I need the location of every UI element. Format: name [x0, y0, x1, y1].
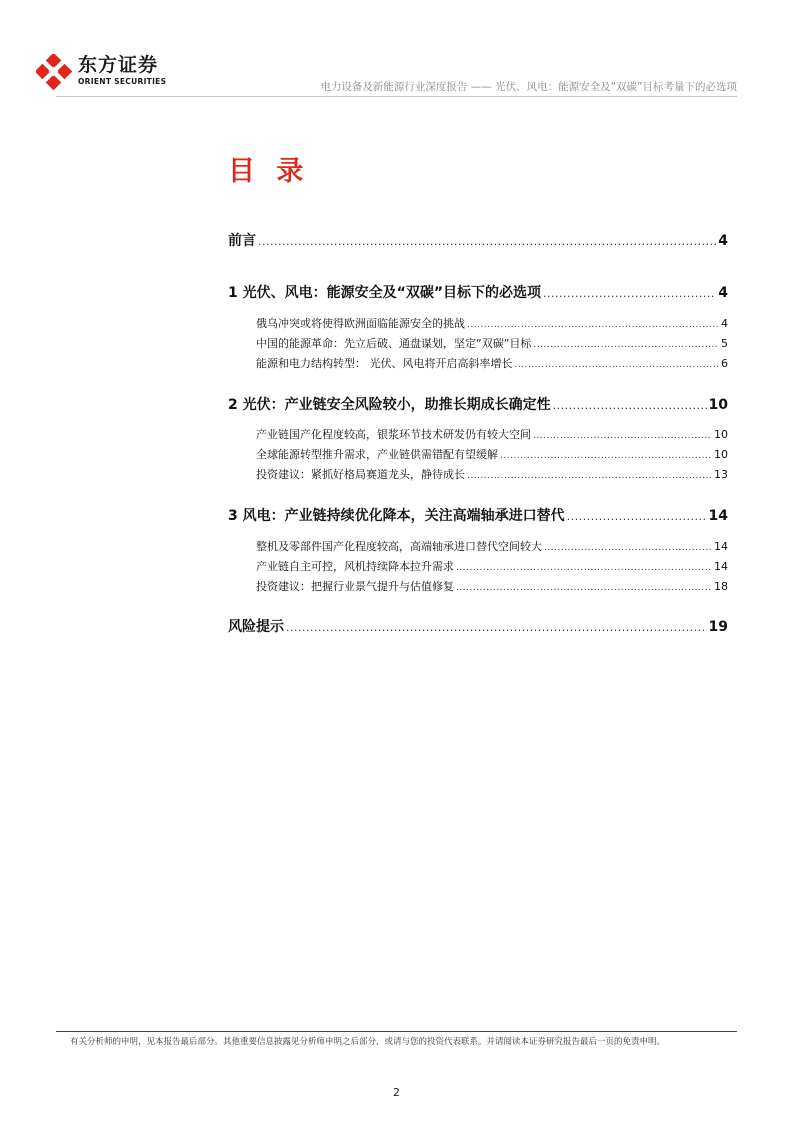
toc-leader-dots: [456, 579, 712, 597]
toc-entry-label: 3 风电：产业链持续优化降本，关注高端轴承进口替代: [228, 508, 565, 524]
toc-entry-label: 投资建议：把握行业景气提升与估值修复: [256, 580, 454, 593]
toc-entry-page: 4: [718, 285, 728, 301]
toc-leader-dots: [533, 427, 712, 445]
footer-divider: [56, 1031, 737, 1032]
toc-entry-label: 产业链自主可控，风机持续降本拉升需求: [256, 560, 454, 573]
toc-entry-label: 中国的能源革命：先立后破、通盘谋划，坚定“双碳”目标: [256, 337, 532, 350]
toc-entry-label: 产业链国产化程度较高，银浆环节技术研发仍有较大空间: [256, 428, 531, 441]
toc-entry-page: 14: [708, 508, 728, 524]
toc-entry-label: 1 光伏、风电：能源安全及“双碳”目标下的必选项: [228, 285, 542, 301]
toc-leader-dots: [258, 231, 716, 253]
toc-leader-dots: [515, 356, 720, 374]
header-divider: [56, 96, 737, 97]
toc-leader-dots: [544, 539, 712, 557]
toc-entry-risk-warning[interactable]: [228, 616, 728, 638]
toc-entry-page: 19: [708, 619, 728, 635]
toc-entry-label: 风险提示: [228, 619, 284, 635]
toc-entry-page: 14: [714, 540, 728, 553]
toc-entry-page: 10: [708, 397, 728, 413]
toc-entry-label: 能源和电力结构转型： 光伏、风电将开启高斜率增长: [256, 357, 513, 370]
report-title: 电力设备及新能源行业深度报告 —— 光伏、风电：能源安全及“双碳”目标考量下的必选项: [320, 81, 737, 93]
toc-leader-dots: [543, 283, 716, 305]
toc-leader-dots: [500, 447, 712, 465]
toc-entry-section-1-1[interactable]: [256, 315, 728, 333]
toc-entry-label: 投资建议：紧抓好格局赛道龙头，静待成长: [256, 468, 465, 481]
toc-entry-page: 18: [714, 580, 728, 593]
toc-leader-dots: [286, 617, 707, 639]
toc-entry-page: 14: [714, 560, 728, 573]
toc-entry-section-2-3[interactable]: [256, 466, 728, 484]
page-number: 2: [393, 1086, 400, 1099]
brand-name-cn: 东方证券: [78, 54, 159, 76]
toc-entry-page: 5: [721, 337, 728, 350]
toc-leader-dots: [553, 395, 707, 417]
toc-leader-dots: [467, 316, 719, 334]
toc-entry-page: 6: [721, 357, 728, 370]
toc-entry-label: 整机及零部件国产化程度较高，高端轴承进口替代空间较大: [256, 540, 542, 553]
toc-entry-page: 10: [714, 448, 728, 461]
toc-entry-label: 俄乌冲突或将使得欧洲面临能源安全的挑战: [256, 317, 465, 330]
toc-entry-section-3-1[interactable]: [256, 538, 728, 556]
toc-entry-page: 13: [714, 468, 728, 481]
toc-leader-dots: [533, 336, 719, 354]
orient-securities-logo-icon: [36, 54, 72, 90]
toc-entry-section-1-3[interactable]: [256, 355, 728, 373]
toc-entry-page: 10: [714, 428, 728, 441]
toc-entry-page: 4: [721, 317, 728, 330]
brand-name-en: ORIENT SECURITIES: [78, 77, 167, 86]
toc-entry-section-1[interactable]: [228, 282, 728, 304]
toc-entry-label: 前言: [228, 233, 256, 249]
toc-entry-section-2-1[interactable]: [256, 426, 728, 444]
toc-leader-dots: [467, 467, 712, 485]
toc-leader-dots: [567, 506, 707, 528]
toc-entry-section-3-2[interactable]: [256, 558, 728, 576]
toc-entry-section-1-2[interactable]: [256, 335, 728, 353]
toc-leader-dots: [456, 559, 712, 577]
toc-entry-section-3-3[interactable]: [256, 578, 728, 596]
toc-entry-section-2[interactable]: [228, 394, 728, 416]
toc-entry-label: 全球能源转型推升需求，产业链供需错配有望缓解: [256, 448, 498, 461]
page-header: [0, 0, 793, 100]
toc-entry-section-2-2[interactable]: [256, 446, 728, 464]
toc-entry-preface[interactable]: [228, 230, 728, 252]
footer-disclaimer: 有关分析师的申明，见本报告最后部分。其他重要信息披露见分析师申明之后部分，或请与您的投资代表联系。并请阅读本证券研究报告最后一页的免责申明。: [70, 1037, 666, 1047]
toc-entry-label: 2 光伏：产业链安全风险较小，助推长期成长确定性: [228, 397, 551, 413]
toc-heading: 目 录: [228, 156, 310, 187]
toc-entry-page: 4: [718, 233, 728, 249]
brand-logo: [36, 54, 176, 90]
toc-entry-section-3[interactable]: [228, 505, 728, 527]
